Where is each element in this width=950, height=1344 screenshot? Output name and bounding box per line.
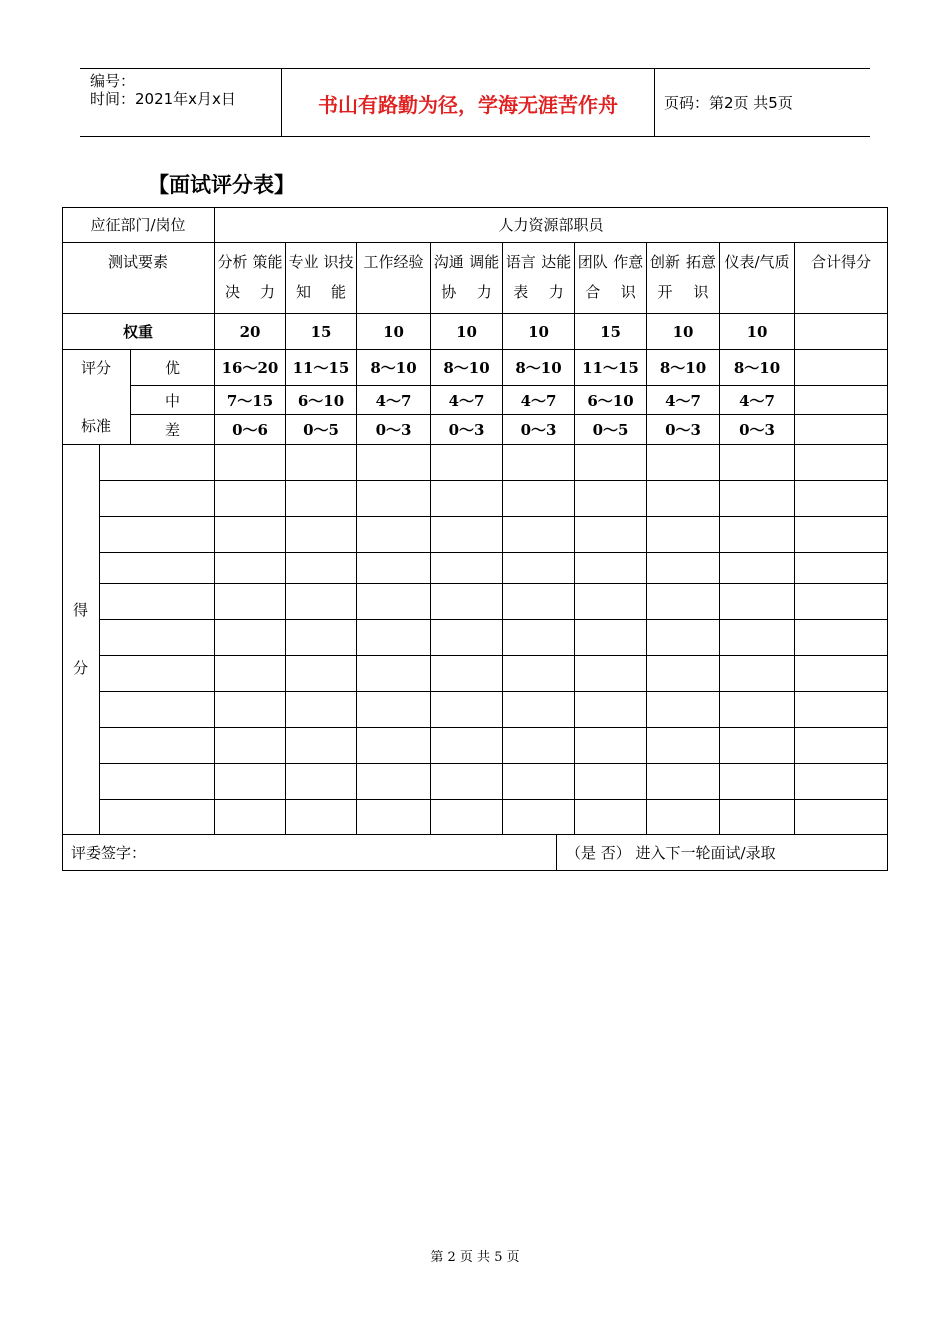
score-input-cell[interactable]	[215, 728, 286, 764]
criteria-header-cell	[215, 243, 286, 314]
score-range-cell: 0～3	[720, 415, 795, 445]
score-label-cell	[62, 445, 100, 835]
grade-total-cell[interactable]	[795, 415, 888, 445]
score-input-cell[interactable]	[357, 584, 431, 620]
score-input-cell[interactable]	[647, 584, 720, 620]
score-range-cell: 8～10	[503, 350, 575, 386]
criteria-header-line: 调能力	[469, 253, 500, 301]
score-input-cell[interactable]	[431, 656, 503, 692]
score-range-cell: 4～7	[503, 386, 575, 415]
score-range-cell: 11～15	[286, 350, 357, 386]
score-input-cell[interactable]	[647, 620, 720, 656]
score-label-line: 得	[72, 601, 88, 619]
score-range-cell: 0～6	[215, 415, 286, 445]
score-input-cell[interactable]	[215, 553, 286, 584]
score-input-cell[interactable]	[647, 800, 720, 835]
header-top-rule	[80, 68, 870, 69]
score-candidate-cell[interactable]	[100, 584, 215, 620]
score-range-cell: 0～3	[431, 415, 503, 445]
score-input-cell[interactable]	[720, 692, 795, 728]
score-range-cell: 0～3	[357, 415, 431, 445]
score-input-cell[interactable]	[647, 692, 720, 728]
score-input-cell[interactable]	[720, 656, 795, 692]
score-total-cell[interactable]	[795, 656, 888, 692]
weight-cell: 20	[215, 314, 286, 350]
score-input-cell[interactable]	[720, 445, 795, 481]
score-input-cell[interactable]	[720, 517, 795, 553]
score-range-cell: 7～15	[215, 386, 286, 415]
score-range-cell: 4～7	[647, 386, 720, 415]
weight-cell: 10	[431, 314, 503, 350]
score-input-cell[interactable]	[503, 584, 575, 620]
criteria-label-cell: 测试要素	[62, 243, 215, 314]
score-range-cell: 6～10	[286, 386, 357, 415]
score-input-cell[interactable]	[431, 800, 503, 835]
score-input-cell[interactable]	[215, 584, 286, 620]
score-total-cell[interactable]	[795, 692, 888, 728]
score-range-cell: 8～10	[431, 350, 503, 386]
criteria-header-cell	[286, 243, 357, 314]
score-range-cell: 6～10	[575, 386, 647, 415]
dept-value-cell: 人力资源部职员	[215, 207, 888, 243]
score-candidate-cell[interactable]	[100, 764, 215, 800]
criteria-header-line: 经验	[393, 253, 424, 271]
score-input-cell[interactable]	[286, 517, 357, 553]
score-input-cell[interactable]	[431, 517, 503, 553]
score-input-cell[interactable]	[720, 800, 795, 835]
criteria-header-line: 创新开	[649, 253, 680, 301]
score-input-cell[interactable]	[720, 481, 795, 517]
score-input-cell[interactable]	[431, 445, 503, 481]
score-input-cell[interactable]	[575, 553, 647, 584]
score-candidate-cell[interactable]	[100, 553, 215, 584]
page-info: 页码：第2页 共5页	[664, 94, 793, 112]
total-score-header-line: 合计	[810, 253, 841, 271]
score-input-cell[interactable]	[647, 656, 720, 692]
score-input-cell[interactable]	[647, 728, 720, 764]
score-input-cell[interactable]	[431, 764, 503, 800]
score-range-cell: 0～5	[286, 415, 357, 445]
grade-total-cell[interactable]	[795, 386, 888, 415]
criteria-header-line: 识技能	[323, 253, 354, 301]
score-input-cell[interactable]	[720, 584, 795, 620]
score-candidate-cell[interactable]	[100, 728, 215, 764]
header-motto: 书山有路勤为径，学海无涯苦作舟	[318, 93, 618, 117]
score-candidate-cell[interactable]	[100, 517, 215, 553]
criteria-header-line: 工作	[363, 253, 394, 271]
score-total-cell[interactable]	[795, 584, 888, 620]
score-input-cell[interactable]	[286, 728, 357, 764]
score-input-cell[interactable]	[357, 692, 431, 728]
score-input-cell[interactable]	[286, 656, 357, 692]
score-input-cell[interactable]	[503, 620, 575, 656]
score-total-cell[interactable]	[795, 764, 888, 800]
weight-cell: 10	[357, 314, 431, 350]
score-input-cell[interactable]	[431, 553, 503, 584]
score-input-cell[interactable]	[215, 517, 286, 553]
score-range-cell: 4～7	[357, 386, 431, 415]
score-input-cell[interactable]	[215, 620, 286, 656]
score-input-cell[interactable]	[357, 728, 431, 764]
weight-label-cell: 权重	[62, 314, 215, 350]
criteria-header-line: 专业知	[288, 253, 319, 301]
score-input-cell[interactable]	[357, 481, 431, 517]
score-input-cell[interactable]	[286, 584, 357, 620]
header-divider-right	[654, 68, 655, 136]
criteria-header-cell	[647, 243, 720, 314]
score-input-cell[interactable]	[503, 656, 575, 692]
score-input-cell[interactable]	[215, 800, 286, 835]
document-title: 【面试评分表】	[148, 173, 295, 197]
score-input-cell[interactable]	[357, 445, 431, 481]
judge-signature-cell[interactable]: 评委签字：	[62, 835, 557, 871]
score-input-cell[interactable]	[575, 800, 647, 835]
score-input-cell[interactable]	[431, 584, 503, 620]
total-score-header-line: 得分	[841, 253, 872, 271]
score-input-cell[interactable]	[286, 481, 357, 517]
page-footer: 第 2 页 共 5 页	[430, 1250, 520, 1265]
score-input-cell[interactable]	[357, 656, 431, 692]
score-input-cell[interactable]	[286, 445, 357, 481]
score-range-cell: 0～5	[575, 415, 647, 445]
score-input-cell[interactable]	[503, 764, 575, 800]
score-input-cell[interactable]	[575, 517, 647, 553]
criteria-header-line: 拓意识	[685, 253, 716, 301]
score-input-cell[interactable]	[215, 445, 286, 481]
score-input-cell[interactable]	[647, 553, 720, 584]
score-candidate-cell[interactable]	[100, 656, 215, 692]
score-input-cell[interactable]	[503, 728, 575, 764]
score-input-cell[interactable]	[286, 764, 357, 800]
weight-cell: 15	[286, 314, 357, 350]
score-input-cell[interactable]	[503, 517, 575, 553]
score-input-cell[interactable]	[286, 553, 357, 584]
criteria-header-line: 仪表	[724, 253, 755, 271]
score-input-cell[interactable]	[647, 764, 720, 800]
score-input-cell[interactable]	[720, 620, 795, 656]
score-total-cell[interactable]	[795, 445, 888, 481]
score-input-cell[interactable]	[357, 764, 431, 800]
serial-number-label: 编号：	[90, 72, 136, 90]
score-total-cell[interactable]	[795, 517, 888, 553]
score-range-cell: 8～10	[720, 350, 795, 386]
score-input-cell[interactable]	[575, 584, 647, 620]
score-input-cell[interactable]	[503, 692, 575, 728]
criteria-header-line: 沟通协	[433, 253, 464, 301]
score-input-cell[interactable]	[357, 517, 431, 553]
score-input-cell[interactable]	[575, 620, 647, 656]
total-score-header-cell	[795, 243, 888, 314]
weight-cell: 15	[575, 314, 647, 350]
score-input-cell[interactable]	[286, 800, 357, 835]
score-input-cell[interactable]	[286, 620, 357, 656]
grade-total-cell[interactable]	[795, 350, 888, 386]
score-input-cell[interactable]	[647, 445, 720, 481]
advance-decision-cell[interactable]: （是 否） 进入下一轮面试/录取	[557, 835, 888, 871]
header-bottom-rule	[80, 136, 870, 137]
score-range-cell: 8～10	[357, 350, 431, 386]
score-input-cell[interactable]	[720, 764, 795, 800]
score-input-cell[interactable]	[357, 553, 431, 584]
score-input-cell[interactable]	[575, 445, 647, 481]
score-input-cell[interactable]	[503, 445, 575, 481]
score-input-cell[interactable]	[503, 553, 575, 584]
score-input-cell[interactable]	[575, 764, 647, 800]
score-total-cell[interactable]	[795, 800, 888, 835]
score-total-cell[interactable]	[795, 553, 888, 584]
score-input-cell[interactable]	[431, 481, 503, 517]
weight-cell: 10	[647, 314, 720, 350]
rating-standard-label-line: 评分	[80, 358, 111, 377]
score-total-cell[interactable]	[795, 481, 888, 517]
score-input-cell[interactable]	[215, 692, 286, 728]
criteria-header-line: 达能力	[541, 253, 572, 301]
score-candidate-cell[interactable]	[100, 620, 215, 656]
score-input-cell[interactable]	[647, 481, 720, 517]
criteria-header-line: 作意识	[613, 253, 644, 301]
score-input-cell[interactable]	[431, 620, 503, 656]
score-input-cell[interactable]	[357, 620, 431, 656]
score-input-cell[interactable]	[357, 800, 431, 835]
score-input-cell[interactable]	[286, 692, 357, 728]
criteria-header-cell	[503, 243, 575, 314]
criteria-header-cell	[720, 243, 795, 314]
score-input-cell[interactable]	[575, 728, 647, 764]
score-candidate-cell[interactable]	[100, 800, 215, 835]
score-range-cell: 8～10	[647, 350, 720, 386]
score-range-cell: 4～7	[431, 386, 503, 415]
score-input-cell[interactable]	[503, 800, 575, 835]
score-range-cell: 4～7	[720, 386, 795, 415]
score-total-cell[interactable]	[795, 728, 888, 764]
score-range-cell: 16～20	[215, 350, 286, 386]
score-input-cell[interactable]	[575, 692, 647, 728]
score-input-cell[interactable]	[575, 656, 647, 692]
criteria-header-line: 团队合	[577, 253, 608, 301]
score-input-cell[interactable]	[575, 481, 647, 517]
score-input-cell[interactable]	[215, 764, 286, 800]
grade-label-cell: 中	[131, 386, 215, 415]
grade-label-cell: 差	[131, 415, 215, 445]
score-label-line: 分	[72, 659, 88, 677]
criteria-header-cell	[575, 243, 647, 314]
score-input-cell[interactable]	[431, 728, 503, 764]
score-input-cell[interactable]	[215, 481, 286, 517]
score-candidate-cell[interactable]	[100, 692, 215, 728]
criteria-header-cell	[431, 243, 503, 314]
score-candidate-cell[interactable]	[100, 481, 215, 517]
score-input-cell[interactable]	[720, 553, 795, 584]
score-candidate-cell[interactable]	[100, 445, 215, 481]
criteria-header-line: /气质	[754, 253, 790, 271]
criteria-header-line: 分析决	[217, 253, 248, 301]
weight-cell: 10	[503, 314, 575, 350]
date-label: 时间：2021年x月x日	[90, 90, 236, 108]
score-range-cell: 11～15	[575, 350, 647, 386]
grade-label-cell: 优	[131, 350, 215, 386]
score-input-cell[interactable]	[431, 692, 503, 728]
score-input-cell[interactable]	[503, 481, 575, 517]
score-range-cell: 0～3	[503, 415, 575, 445]
score-input-cell[interactable]	[720, 728, 795, 764]
weight-cell: 10	[720, 314, 795, 350]
criteria-header-line: 语言表	[505, 253, 536, 301]
rating-standard-label-line: 标准	[80, 416, 111, 435]
score-total-cell[interactable]	[795, 620, 888, 656]
dept-label-cell: 应征部门/岗位	[62, 207, 215, 243]
score-input-cell[interactable]	[215, 656, 286, 692]
score-input-cell[interactable]	[647, 517, 720, 553]
score-range-cell: 0～3	[647, 415, 720, 445]
weight-total-cell[interactable]	[795, 314, 888, 350]
criteria-header-line: 策能力	[252, 253, 283, 301]
rating-standard-label-cell	[62, 350, 131, 445]
criteria-header-cell	[357, 243, 431, 314]
